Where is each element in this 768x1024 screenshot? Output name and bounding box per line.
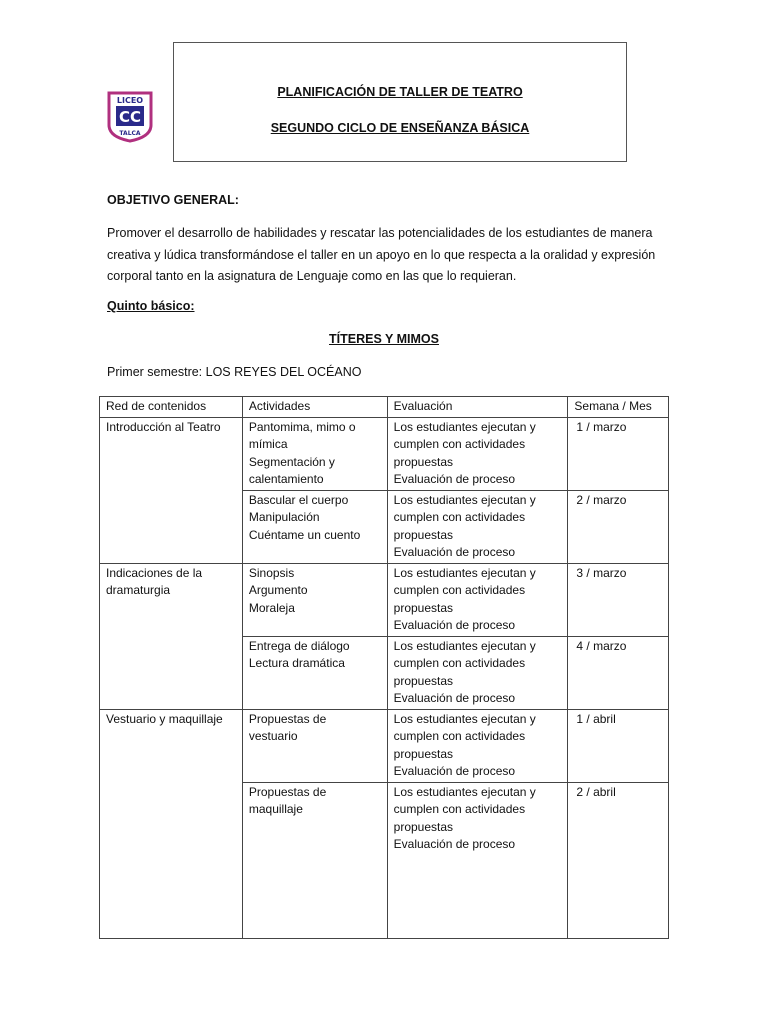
- activities-cell: [242, 563, 387, 636]
- activity-text: vestuario: [248, 729, 298, 743]
- evaluation-text: cumplen con actividades: [393, 583, 526, 597]
- school-logo: [107, 91, 153, 143]
- week-cell: 1 / abril: [568, 709, 669, 782]
- evaluation-cell: [387, 563, 568, 636]
- table-header-row: [100, 397, 669, 418]
- week-cell: 2 / abril: [568, 782, 669, 938]
- week-cell: 1 / marzo: [568, 417, 669, 490]
- activity-text: Lectura dramática: [248, 656, 345, 670]
- evaluation-text: Los estudiantes ejecutan y: [393, 419, 536, 434]
- content-text: Vestuario y maquillaje: [106, 711, 223, 726]
- column-header: Red de contenidos: [100, 397, 243, 418]
- table-row: [100, 709, 669, 782]
- content-text: Introducción al Teatro: [106, 419, 221, 434]
- objective-line: corporal tanto en la asignatura de Lenguaje como en las que lo requieran.: [107, 269, 517, 283]
- activity-text: Cuéntame un cuento: [248, 527, 361, 542]
- logo-top-text: LICEO: [116, 96, 144, 105]
- evaluation-text: propuestas: [393, 673, 454, 688]
- evaluation-text: propuestas: [393, 746, 454, 761]
- evaluation-text: cumplen con actividades: [393, 437, 526, 451]
- evaluation-text: propuestas: [393, 527, 454, 542]
- activities-cell: [242, 490, 387, 563]
- semester-label: Primer semestre: LOS REYES DEL OCÉANO: [107, 365, 362, 379]
- objective-line: creativa y lúdica transformándose el taller en un apoyo en lo que respecta a la oralidad y expresión: [107, 247, 656, 262]
- evaluation-cell: [387, 417, 568, 490]
- evaluation-text: cumplen con actividades: [393, 729, 526, 743]
- week-cell: 4 / marzo: [568, 636, 669, 709]
- activities-cell: [242, 709, 387, 782]
- evaluation-text: cumplen con actividades: [393, 802, 526, 816]
- evaluation-text: cumplen con actividades: [393, 656, 526, 670]
- document-title: PLANIFICACIÓN DE TALLER DE TEATRO: [277, 85, 523, 99]
- column-header: Evaluación: [387, 397, 568, 418]
- objective-line: Promover el desarrollo de habilidades y rescatar las potencialidades de los estudiantes de manera: [107, 226, 653, 240]
- content-cell: [100, 417, 243, 563]
- evaluation-text: Evaluación de proceso: [393, 691, 516, 705]
- activity-text: maquillaje: [248, 802, 303, 816]
- column-header: Semana / Mes: [568, 397, 669, 418]
- activity-text: calentamiento: [248, 472, 324, 486]
- table-row: [100, 417, 669, 490]
- planning-table: [99, 396, 669, 939]
- activities-cell: [242, 782, 387, 938]
- evaluation-cell: [387, 490, 568, 563]
- evaluation-text: propuestas: [393, 600, 454, 615]
- evaluation-text: Evaluación de proceso: [393, 472, 516, 486]
- activity-text: Pantomima, mimo o: [248, 419, 356, 434]
- evaluation-text: Evaluación de proceso: [393, 618, 516, 632]
- activity-text: Bascular el cuerpo: [248, 492, 349, 507]
- activity-text: Propuestas de: [248, 711, 327, 726]
- evaluation-text: Los estudiantes ejecutan y: [393, 565, 536, 580]
- table-row: [100, 563, 669, 636]
- activity-text: Segmentación y: [248, 454, 335, 469]
- logo-mark: CC: [118, 108, 142, 126]
- activity-text: Propuestas de: [248, 784, 327, 799]
- content-cell: [100, 709, 243, 938]
- content-text: dramaturgia: [106, 583, 171, 597]
- activities-cell: [242, 417, 387, 490]
- evaluation-cell: [387, 709, 568, 782]
- activity-text: Sinopsis: [248, 565, 295, 580]
- evaluation-text: Evaluación de proceso: [393, 837, 516, 851]
- evaluation-text: Los estudiantes ejecutan y: [393, 784, 536, 799]
- document-subtitle: SEGUNDO CICLO DE ENSEÑANZA BÁSICA: [270, 121, 530, 135]
- evaluation-text: propuestas: [393, 454, 454, 469]
- objective-heading: OBJETIVO GENERAL:: [107, 193, 239, 207]
- content-text: Indicaciones de la: [106, 565, 203, 580]
- level-heading: Quinto básico:: [107, 299, 195, 313]
- evaluation-text: propuestas: [393, 819, 454, 834]
- evaluation-text: Los estudiantes ejecutan y: [393, 638, 536, 653]
- column-header: Actividades: [242, 397, 387, 418]
- evaluation-cell: [387, 782, 568, 938]
- activity-text: Manipulación: [248, 510, 320, 524]
- school-crest-icon: [107, 91, 153, 143]
- evaluation-text: Evaluación de proceso: [393, 764, 516, 778]
- activity-text: Argumento: [248, 583, 308, 597]
- content-cell: [100, 563, 243, 709]
- evaluation-text: cumplen con actividades: [393, 510, 526, 524]
- activities-cell: [242, 636, 387, 709]
- logo-bottom-text: TALCA: [119, 130, 141, 137]
- evaluation-text: Evaluación de proceso: [393, 545, 516, 559]
- activity-text: mímica: [248, 437, 288, 451]
- objective-paragraph: [107, 223, 662, 288]
- unit-title: TÍTERES Y MIMOS: [329, 332, 439, 346]
- activity-text: Entrega de diálogo: [248, 638, 350, 653]
- evaluation-text: Los estudiantes ejecutan y: [393, 711, 536, 726]
- evaluation-cell: [387, 636, 568, 709]
- header-box: [173, 42, 627, 162]
- week-cell: 2 / marzo: [568, 490, 669, 563]
- activity-text: Moraleja: [248, 600, 295, 615]
- evaluation-text: Los estudiantes ejecutan y: [393, 492, 536, 507]
- week-cell: 3 / marzo: [568, 563, 669, 636]
